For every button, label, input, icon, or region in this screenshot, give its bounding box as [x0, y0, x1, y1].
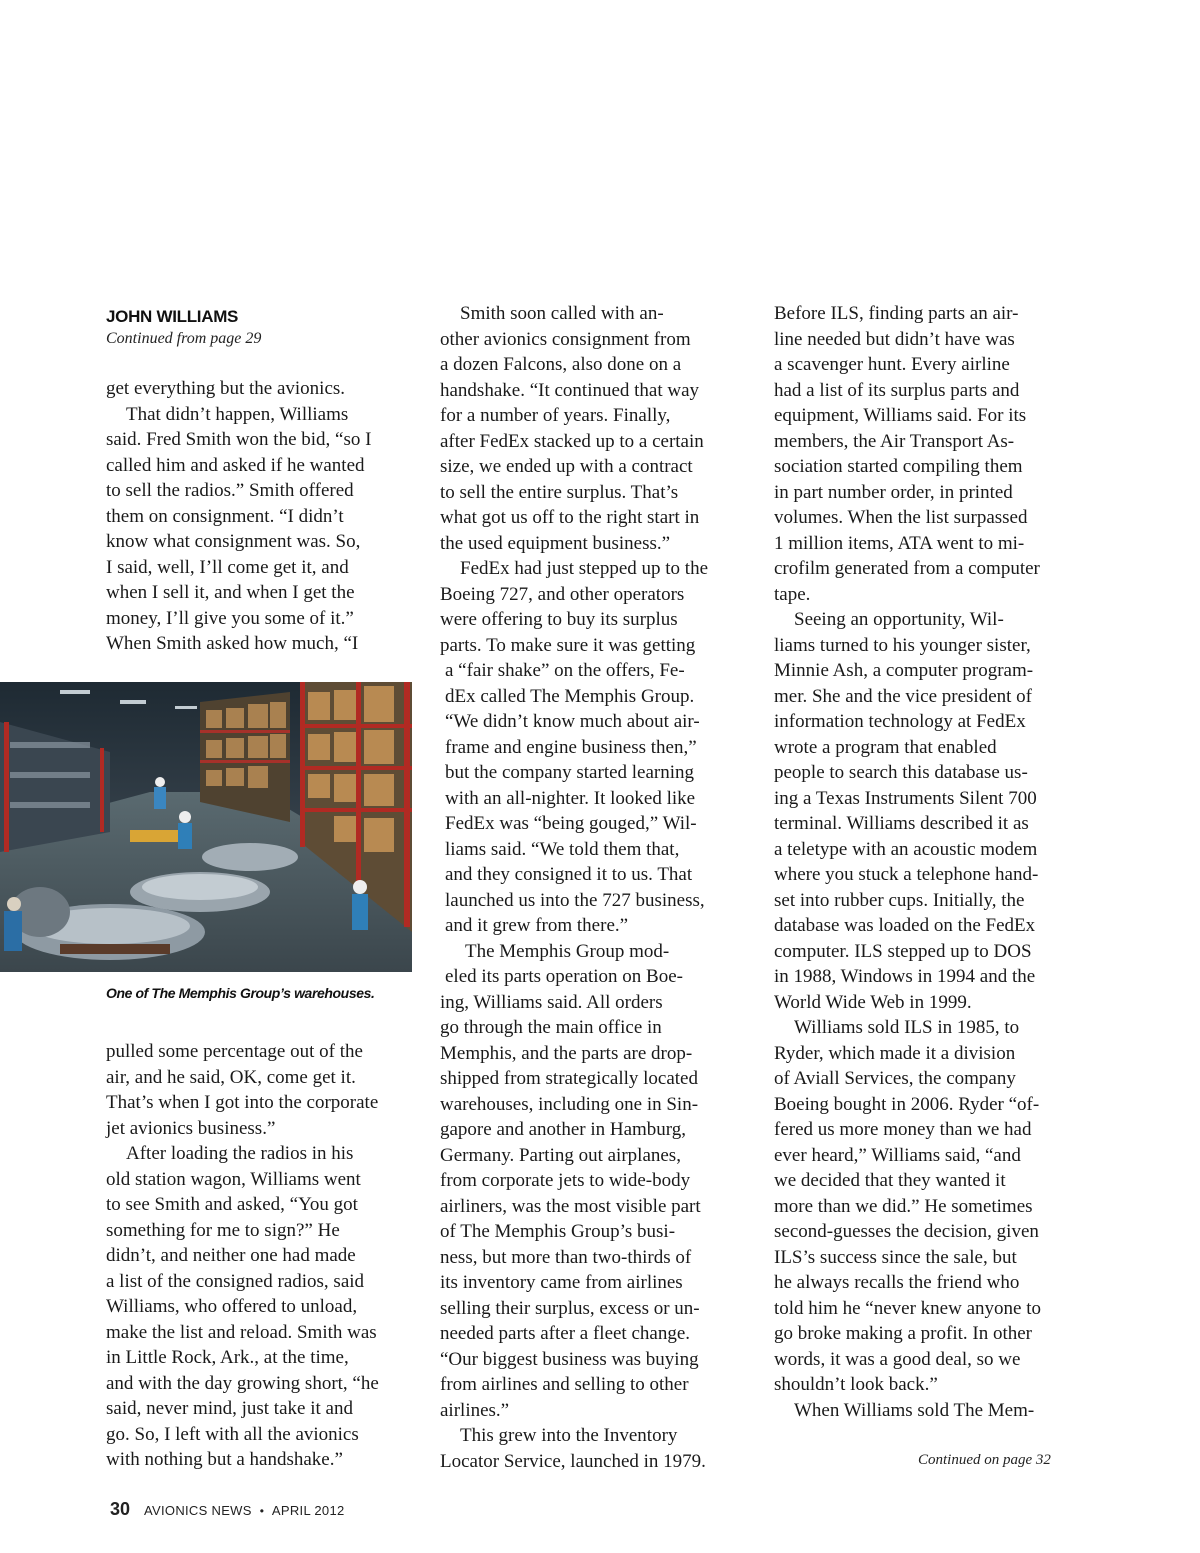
article-kicker: JOHN WILLIAMS — [106, 307, 239, 326]
text-line: mer. She and the vice president of — [774, 685, 1033, 707]
footer-separator: • — [259, 1504, 264, 1518]
text-line: go through the main office in — [440, 1017, 662, 1038]
text-line: go. So, I left with all the avionics — [106, 1423, 359, 1445]
text-line: a “fair shake” on the offers, Fe- — [445, 660, 685, 681]
text-line: with nothing but a handshake.” — [106, 1449, 343, 1470]
text-line: but the company started learning — [445, 762, 695, 783]
text-line: launched us into the 727 business, — [445, 889, 705, 911]
text-line: handshake. “It continued that way — [440, 379, 700, 401]
text-line: said, never mind, just take it and — [106, 1398, 353, 1419]
text-line: pulled some percentage out of the — [106, 1041, 363, 1062]
text-line: people to search this database us- — [774, 762, 1028, 783]
text-line: a teletype with an acoustic modem — [774, 838, 1038, 860]
text-line: know what consignment was. So, — [106, 531, 361, 552]
text-line: dEx called The Memphis Group. — [445, 685, 695, 707]
text-line: “Our biggest business was buying — [440, 1348, 699, 1370]
text-line: a list of the consigned radios, said — [106, 1270, 365, 1292]
text-line: Williams, who offered to unload, — [106, 1296, 358, 1317]
text-line: a scavenger hunt. Every airline — [774, 354, 1010, 375]
text-line: line needed but didn’t have was — [774, 328, 1015, 350]
text-line: I said, well, I’ll come get it, and — [106, 556, 349, 578]
text-line: terminal. Williams described it as — [774, 813, 1029, 834]
text-line: FedEx had just stepped up to the — [460, 558, 709, 579]
text-line: in Little Rock, Ark., at the time, — [106, 1347, 349, 1368]
text-line: frame and engine business then,” — [445, 736, 697, 758]
text-line: were offering to buy its surplus — [440, 609, 678, 630]
text-line: ness, but more than two-thirds of — [440, 1246, 692, 1268]
text-line: airliners, was the most visible part — [440, 1195, 701, 1217]
text-line: Williams sold ILS in 1985, to — [794, 1017, 1020, 1038]
text-line: size, we ended up with a contract — [440, 456, 693, 477]
text-line: air, and he said, OK, come get it. — [106, 1066, 356, 1088]
text-line: eled its parts operation on Boe- — [445, 966, 683, 987]
text-line: with an all-nighter. It looked like — [445, 787, 696, 809]
page-footer — [110, 1499, 345, 1520]
text-line: in 1988, Windows in 1994 and the — [774, 966, 1036, 987]
text-line: This grew into the Inventory — [460, 1425, 678, 1446]
text-line: after FedEx stacked up to a certain — [440, 430, 704, 452]
text-line: to sell the entire surplus. That’s — [440, 481, 679, 503]
text-line: money, I’ll give you some of it.” — [106, 607, 354, 629]
continued-from-note: Continued from page 29 — [106, 330, 262, 347]
text-line: the used equipment business.” — [440, 532, 671, 554]
text-line: from corporate jets to wide-body — [440, 1170, 691, 1191]
text-line: fered us more money than we had — [774, 1119, 1032, 1140]
text-line: That didn’t happen, Williams — [126, 403, 349, 425]
text-line: shouldn’t look back.” — [774, 1374, 938, 1395]
text-line: go broke making a profit. In other — [774, 1323, 1033, 1344]
text-line: words, it was a good deal, so we — [774, 1348, 1021, 1370]
text-line: and with the day growing short, “he — [106, 1372, 379, 1394]
text-line: what got us off to the right start in — [440, 507, 700, 528]
text-line: old station wagon, Williams went — [106, 1168, 361, 1190]
text-line: After loading the radios in his — [126, 1143, 354, 1164]
publication-name: AVIONICS NEWS — [144, 1503, 252, 1518]
text-line: crofilm generated from a computer — [774, 558, 1040, 579]
text-line: said. Fred Smith won the bid, “so I — [106, 429, 372, 450]
text-line: information technology at FedEx — [774, 711, 1026, 732]
text-line: Boeing bought in 2006. Ryder “of- — [774, 1093, 1040, 1115]
text-line: something for me to sign?” He — [106, 1219, 340, 1241]
text-line: Seeing an opportunity, Wil- — [794, 609, 1004, 630]
text-line: ILS’s success since the sale, but — [774, 1246, 1017, 1268]
text-line: airlines.” — [440, 1399, 510, 1421]
text-line: ever heard,” Williams said, “and — [774, 1144, 1021, 1166]
text-line: selling their surplus, excess or un- — [440, 1297, 700, 1319]
text-line: Ryder, which made it a division — [774, 1042, 1016, 1064]
text-line: ing a Texas Instruments Silent 700 — [774, 787, 1037, 809]
text-line: in part number order, in printed — [774, 481, 1013, 503]
text-line: FedEx was “being gouged,” Wil- — [445, 813, 697, 834]
text-line: a dozen Falcons, also done on a — [440, 354, 682, 375]
text-line: Before ILS, finding parts an air- — [774, 303, 1019, 324]
text-line: When Williams sold The Mem- — [794, 1399, 1035, 1421]
text-line: The Memphis Group mod- — [465, 940, 670, 962]
text-line: when I sell it, and when I get the — [106, 582, 355, 603]
text-line: told him he “never knew anyone to — [774, 1297, 1041, 1319]
text-line: called him and asked if he wanted — [106, 454, 365, 476]
text-line: set into rubber cups. Initially, the — [774, 889, 1025, 911]
text-line: get everything but the avionics. — [106, 378, 346, 399]
text-line: tape. — [774, 583, 811, 605]
text-line: World Wide Web in 1999. — [774, 991, 972, 1013]
text-line: and they consigned it to us. That — [445, 864, 693, 885]
text-line: to sell the radios.” Smith offered — [106, 480, 354, 501]
text-line: its inventory came from airlines — [440, 1272, 683, 1293]
text-line: Minnie Ash, a computer program- — [774, 660, 1034, 681]
text-line: database was loaded on the FedEx — [774, 915, 1036, 936]
column-1-bottom — [106, 1039, 416, 1473]
column-3 — [774, 301, 1084, 1423]
text-line: computer. ILS stepped up to DOS — [774, 940, 1032, 962]
issue-date: APRIL 2012 — [271, 1503, 345, 1518]
text-line: where you stuck a telephone hand- — [774, 864, 1039, 885]
text-line: we decided that they wanted it — [774, 1170, 1006, 1191]
text-line: and it grew from there.” — [445, 915, 629, 936]
page-number: 30 — [110, 1499, 131, 1519]
column-2 — [440, 301, 750, 1474]
warehouse-photo — [0, 682, 412, 972]
text-line: Locator Service, launched in 1979. — [440, 1450, 706, 1472]
text-line: 1 million items, ATA went to mi- — [774, 532, 1025, 554]
text-line: gapore and another in Hamburg, — [440, 1119, 687, 1140]
text-line: make the list and reload. Smith was — [106, 1321, 377, 1343]
text-line: When Smith asked how much, “I — [106, 633, 359, 654]
text-line: more than we did.” He sometimes — [774, 1195, 1033, 1217]
text-line: members, the Air Transport As- — [774, 430, 1015, 452]
text-line: Smith soon called with an- — [460, 303, 664, 324]
text-line: parts. To make sure it was getting — [440, 634, 696, 656]
text-line: jet avionics business.” — [106, 1117, 276, 1139]
text-line: didn’t, and neither one had made — [106, 1245, 356, 1266]
text-line: equipment, Williams said. For its — [774, 405, 1027, 426]
text-line: Germany. Parting out airplanes, — [440, 1144, 681, 1166]
text-line: Boeing 727, and other operators — [440, 583, 685, 605]
text-line: of The Memphis Group’s busi- — [440, 1221, 676, 1242]
text-line: wrote a program that enabled — [774, 736, 997, 758]
column-1-top — [106, 376, 416, 657]
text-line: That’s when I got into the corporate — [106, 1092, 379, 1113]
text-line: them on consignment. “I didn’t — [106, 505, 344, 527]
text-line: had a list of its surplus parts and — [774, 379, 1020, 401]
photo-caption: One of The Memphis Group’s warehouses. — [106, 985, 375, 1001]
text-line: volumes. When the list surpassed — [774, 507, 1028, 528]
text-line: for a number of years. Finally, — [440, 405, 671, 426]
continued-on-note: Continued on page 32 — [918, 1452, 1051, 1468]
text-line: liams said. “We told them that, — [445, 838, 680, 860]
text-line: second-guesses the decision, given — [774, 1221, 1039, 1242]
text-line: of Aviall Services, the company — [774, 1068, 1016, 1089]
text-line: sociation started compiling them — [774, 456, 1023, 477]
text-line: he always recalls the friend who — [774, 1272, 1020, 1293]
text-line: needed parts after a fleet change. — [440, 1323, 691, 1344]
text-line: to see Smith and asked, “You got — [106, 1194, 358, 1215]
text-line: Memphis, and the parts are drop- — [440, 1042, 693, 1064]
text-line: “We didn’t know much about air- — [445, 711, 700, 732]
text-line: other avionics consignment from — [440, 328, 691, 350]
text-line: warehouses, including one in Sin- — [440, 1093, 699, 1115]
text-line: from airlines and selling to other — [440, 1374, 689, 1395]
text-line: shipped from strategically located — [440, 1068, 698, 1089]
text-line: liams turned to his younger sister, — [774, 634, 1031, 656]
text-line: ing, Williams said. All orders — [440, 991, 663, 1013]
